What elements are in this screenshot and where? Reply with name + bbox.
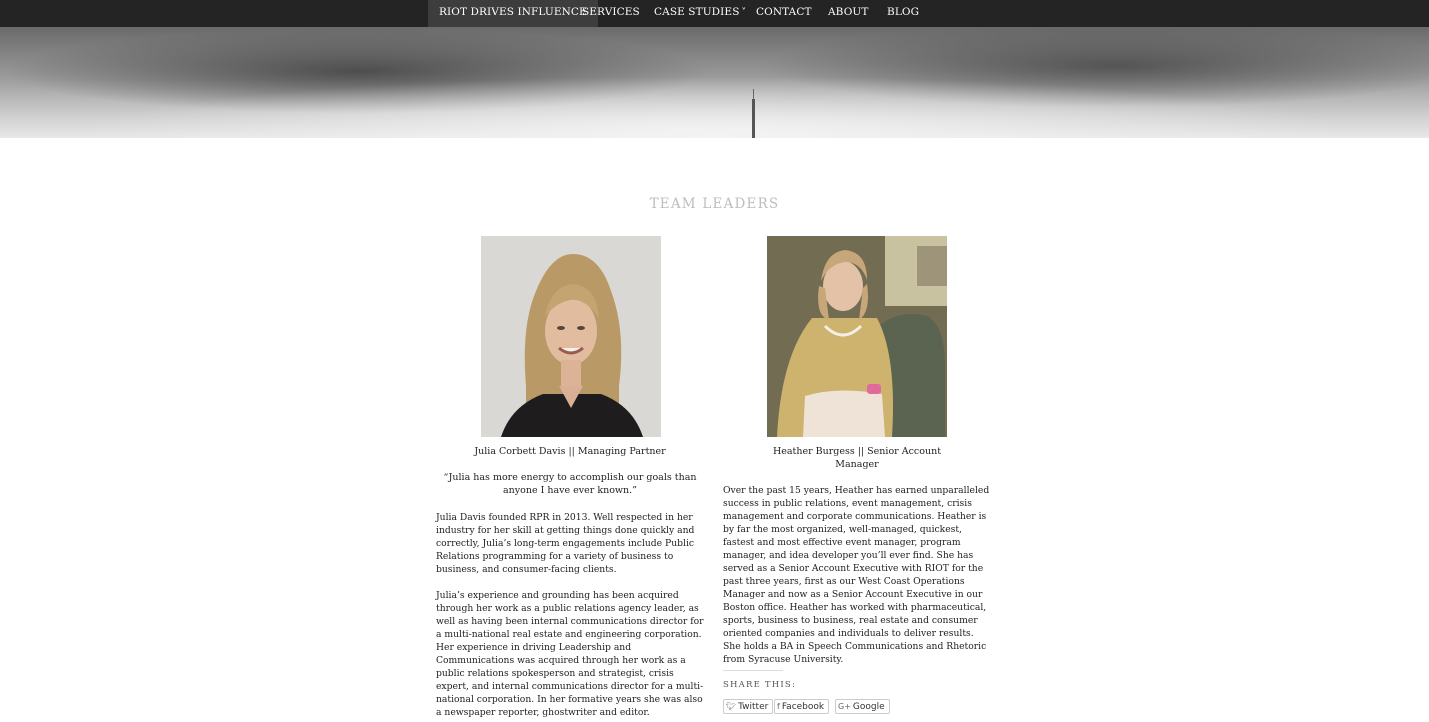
nav-item-contact[interactable] xyxy=(756,0,812,27)
leader-caption-julia: Julia Corbett Davis || Managing Partner xyxy=(474,446,666,457)
nav-item-label: SERVICES xyxy=(582,6,640,18)
nav-item-riot-drives-influence[interactable] xyxy=(428,0,598,27)
nav-item-label: CASE STUDIES xyxy=(654,6,740,18)
leader-caption-heather: Heather Burgess || Senior Account Manager xyxy=(772,446,942,470)
share-button-label: Google xyxy=(852,702,885,712)
tower-silhouette xyxy=(752,99,755,138)
leader-bio-paragraph: Julia Davis founded RPR in 2013. Well respected in her industry for her skill at getting things done quickly and correctly, Julia’s long-term engagements include Public Relations programming for a variety of business to business, and consumer-facing clients. xyxy=(436,512,695,575)
top-nav xyxy=(0,0,1429,27)
share-google-button[interactable] xyxy=(835,699,890,714)
nav-item-label: ABOUT xyxy=(828,6,869,18)
share-divider xyxy=(723,670,783,671)
share-twitter-button[interactable] xyxy=(723,699,773,714)
share-button-label: Twitter xyxy=(738,702,769,712)
leader-quote-julia: “Julia has more energy to accomplish our goals than anyone I have ever known.” xyxy=(443,472,697,496)
chevron-down-icon: ˅ xyxy=(741,8,747,18)
nav-item-label: CONTACT xyxy=(756,6,812,18)
portrait-heather-burgess xyxy=(767,236,947,437)
leader-bio-paragraph: Julia’s experience and grounding has been acquired through her work as a public relations agency leader, as well as having been internal communications director for a multi-national real estate and engineering corporation. Her experience in driving Leadership and Communications was acquired through her work as a public relations spokesperson and strategist, crisis expert, and internal communications director for a multi-national corporation. In her formative years she was also a newspaper reporter, ghostwriter and editor. xyxy=(436,590,704,718)
nav-item-label: BLOG xyxy=(887,6,920,18)
portrait-julia-davis xyxy=(481,236,661,437)
hero-banner-image xyxy=(0,27,1429,138)
section-title: TEAM LEADERS xyxy=(649,196,780,212)
nav-item-blog[interactable] xyxy=(887,0,919,27)
nav-item-label: RIOT DRIVES INFLUENCE xyxy=(439,6,587,18)
share-label: SHARE THIS: xyxy=(723,680,797,690)
share-button-label: Facebook xyxy=(781,702,825,712)
facebook-icon: f xyxy=(777,702,780,711)
share-facebook-button[interactable] xyxy=(774,699,829,714)
nav-item-services[interactable] xyxy=(582,0,640,27)
leader-bio-paragraph: Over the past 15 years, Heather has earned unparalleled success in public relations, event management, crisis management and corporate communications. Heather is by far the most organized, well-managed, quickest, fastest and most effective event manager, program manager, and idea developer you’ll ever find. She has served as a Senior Account Executive with RIOT for the past three years, first as our West Coast Operations Manager and now as a Senior Account Executive in our Boston office. Heather has worked with pharmaceutical, sports, business to business, real estate and consumer oriented companies and individuals to deliver results. She holds a BA in Speech Communications and Rhetoric from Syracuse University. xyxy=(723,485,990,665)
twitter-icon: 🐦︎ xyxy=(726,702,737,711)
portrait-illustration xyxy=(767,236,947,437)
portrait-illustration xyxy=(481,236,661,437)
nav-item-about[interactable] xyxy=(828,0,868,27)
nav-item-case-studies[interactable] xyxy=(654,0,746,27)
google-plus-icon: G+ xyxy=(838,702,851,711)
